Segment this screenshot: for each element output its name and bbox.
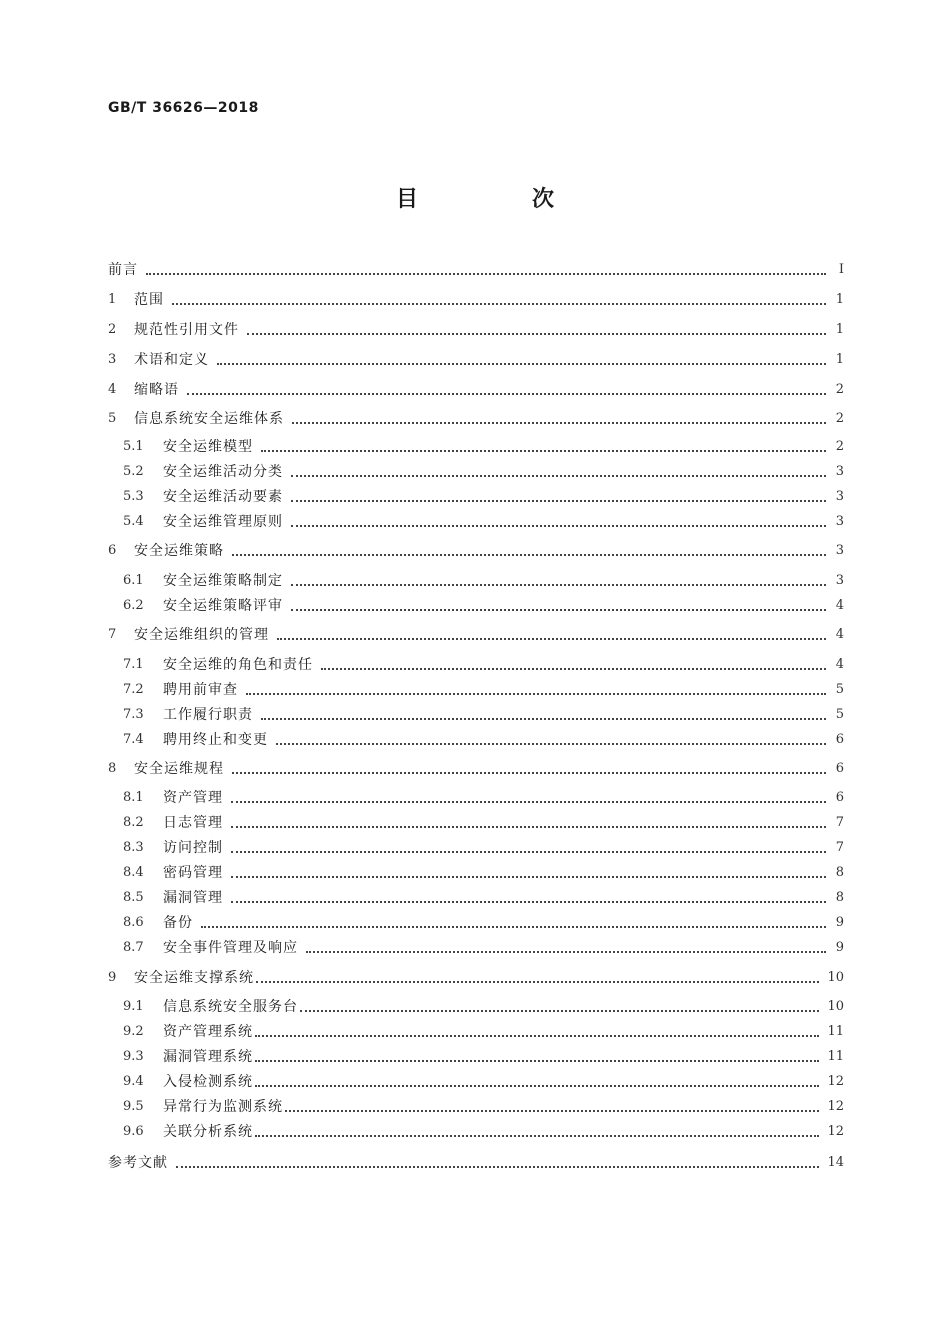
toc-entry-label: 安全运维的角色和责任 xyxy=(163,657,313,673)
dot-leader xyxy=(255,1081,819,1087)
toc-entry-number: 1 xyxy=(108,292,117,307)
page-title: 目 次 xyxy=(395,187,600,212)
toc-entry-number: 5.4 xyxy=(123,514,144,529)
toc-entry-page-number: 10 xyxy=(827,970,844,985)
toc-entry-page-number: 7 xyxy=(835,840,844,855)
toc-entry-label: 关联分析系统 xyxy=(163,1124,253,1140)
toc-entry-page-number: 2 xyxy=(835,411,844,426)
dot-leader xyxy=(255,1056,819,1062)
toc-entry-page-number: 10 xyxy=(827,999,844,1014)
toc-entry[interactable] xyxy=(108,541,844,561)
toc-entry-label: 访问控制 xyxy=(163,840,223,856)
toc-entry[interactable] xyxy=(108,320,844,340)
toc-entry[interactable] xyxy=(108,1122,844,1142)
toc-entry-number: 3 xyxy=(108,352,117,367)
toc-entry-number: 9 xyxy=(108,970,117,985)
toc-entry-label: 信息系统安全服务台 xyxy=(163,999,298,1015)
toc-entry[interactable] xyxy=(108,487,844,507)
toc-entry-label: 安全运维管理原则 xyxy=(163,514,283,530)
toc-entry-page-number: 3 xyxy=(835,543,844,558)
dot-leader xyxy=(321,664,826,670)
toc-entry-number: 8 xyxy=(108,761,117,776)
toc-entry-page-number: 2 xyxy=(835,439,844,454)
dot-leader xyxy=(291,605,826,611)
toc-entry-page-number: 6 xyxy=(835,732,844,747)
toc-entry-page-number: 3 xyxy=(835,514,844,529)
toc-entry-page-number: 3 xyxy=(835,489,844,504)
toc-entry[interactable] xyxy=(108,788,844,808)
toc-entry[interactable] xyxy=(108,625,844,645)
toc-entry-label: 密码管理 xyxy=(163,865,223,881)
toc-entry-label: 入侵检测系统 xyxy=(163,1074,253,1090)
dot-leader xyxy=(255,1131,819,1137)
toc-entry-number: 8.2 xyxy=(123,815,144,830)
toc-entry-page-number: 12 xyxy=(827,1074,844,1089)
toc-entry-number: 5.1 xyxy=(123,439,144,454)
toc-entry[interactable] xyxy=(108,813,844,833)
toc-entry-number: 8.3 xyxy=(123,840,144,855)
toc-entry[interactable] xyxy=(108,462,844,482)
toc-entry-label: 安全运维支撑系统 xyxy=(134,970,254,986)
toc-entry-page-number: 4 xyxy=(835,657,844,672)
toc-entry-number: 9.5 xyxy=(123,1099,144,1114)
toc-entry-number: 9.2 xyxy=(123,1024,144,1039)
toc-entry-page-number: 12 xyxy=(827,1099,844,1114)
toc-entry-page-number: 8 xyxy=(835,890,844,905)
dot-leader xyxy=(292,418,826,424)
toc-entry-number: 5.3 xyxy=(123,489,144,504)
toc-entry-number: 9.3 xyxy=(123,1049,144,1064)
dot-leader xyxy=(285,1106,819,1112)
toc-entry-page-number: 5 xyxy=(835,682,844,697)
toc-entry-page-number: 9 xyxy=(835,940,844,955)
toc-entry[interactable] xyxy=(108,759,844,779)
toc-entry[interactable] xyxy=(108,596,844,616)
table-of-contents xyxy=(108,0,844,1343)
toc-entry[interactable] xyxy=(108,968,844,988)
dot-leader xyxy=(291,496,826,502)
toc-entry-label: 工作履行职责 xyxy=(163,707,253,723)
dot-leader xyxy=(247,329,826,335)
toc-entry[interactable] xyxy=(108,730,844,750)
dot-leader xyxy=(146,269,826,275)
toc-entry-number: 9.1 xyxy=(123,999,144,1014)
toc-entry-page-number: 1 xyxy=(835,292,844,307)
toc-entry-label: 日志管理 xyxy=(163,815,223,831)
toc-entry[interactable] xyxy=(108,913,844,933)
toc-entry[interactable] xyxy=(108,437,844,457)
toc-entry-number: 8.4 xyxy=(123,865,144,880)
toc-entry-label: 漏洞管理 xyxy=(163,890,223,906)
toc-entry[interactable] xyxy=(108,705,844,725)
toc-entry-label: 聘用前审查 xyxy=(163,682,238,698)
toc-entry-number: 9.6 xyxy=(123,1124,144,1139)
dot-leader xyxy=(255,1031,819,1037)
dot-leader xyxy=(256,977,819,983)
dot-leader xyxy=(231,872,826,878)
dot-leader xyxy=(176,1162,819,1168)
dot-leader xyxy=(291,580,826,586)
toc-entry-number: 6.2 xyxy=(123,598,144,613)
toc-entry[interactable] xyxy=(108,1072,844,1092)
dot-leader xyxy=(276,739,826,745)
toc-entry-label: 缩略语 xyxy=(134,382,179,398)
toc-entry-label: 参考文献 xyxy=(108,1155,168,1171)
toc-entry-number: 2 xyxy=(108,322,117,337)
toc-entry-page-number: 4 xyxy=(835,627,844,642)
toc-entry-label: 信息系统安全运维体系 xyxy=(134,411,284,427)
toc-entry-number: 5.2 xyxy=(123,464,144,479)
toc-entry-label: 规范性引用文件 xyxy=(134,322,239,338)
dot-leader xyxy=(291,471,826,477)
toc-entry-page-number: 12 xyxy=(827,1124,844,1139)
dot-leader xyxy=(232,768,826,774)
toc-entry[interactable] xyxy=(108,1153,844,1173)
toc-entry-label: 安全运维活动分类 xyxy=(163,464,283,480)
toc-entry-page-number: 6 xyxy=(835,790,844,805)
toc-entry[interactable] xyxy=(108,938,844,958)
toc-entry[interactable] xyxy=(108,350,844,370)
toc-entry-label: 范围 xyxy=(134,292,164,308)
dot-leader xyxy=(231,822,826,828)
toc-entry-label: 异常行为监测系统 xyxy=(163,1099,283,1115)
dot-leader xyxy=(172,299,826,305)
toc-entry[interactable] xyxy=(108,380,844,400)
toc-entry-number: 9.4 xyxy=(123,1074,144,1089)
toc-entry-number: 8.5 xyxy=(123,890,144,905)
toc-entry-label: 安全事件管理及响应 xyxy=(163,940,298,956)
dot-leader xyxy=(306,947,826,953)
toc-entry-label: 安全运维组织的管理 xyxy=(134,627,269,643)
toc-entry[interactable] xyxy=(108,1022,844,1042)
toc-entry-page-number: 4 xyxy=(835,598,844,613)
toc-entry-number: 4 xyxy=(108,382,117,397)
toc-entry-page-number: 1 xyxy=(835,352,844,367)
toc-entry[interactable] xyxy=(108,655,844,675)
toc-entry-label: 备份 xyxy=(163,915,193,931)
toc-entry-number: 8.6 xyxy=(123,915,144,930)
toc-entry-page-number: Ⅰ xyxy=(838,262,844,277)
dot-leader xyxy=(231,847,826,853)
dot-leader xyxy=(246,689,826,695)
toc-entry[interactable] xyxy=(108,571,844,591)
toc-entry-number: 7 xyxy=(108,627,117,642)
toc-entry-page-number: 3 xyxy=(835,573,844,588)
toc-entry[interactable] xyxy=(108,1097,844,1117)
toc-entry-page-number: 2 xyxy=(835,382,844,397)
toc-entry-number: 6 xyxy=(108,543,117,558)
toc-entry-page-number: 11 xyxy=(827,1049,844,1064)
toc-entry-label: 安全运维活动要素 xyxy=(163,489,283,505)
toc-entry-label: 安全运维模型 xyxy=(163,439,253,455)
toc-entry-page-number: 14 xyxy=(827,1155,844,1170)
dot-leader xyxy=(261,714,826,720)
toc-entry-label: 前言 xyxy=(108,262,138,278)
toc-entry[interactable] xyxy=(108,512,844,532)
toc-entry-label: 漏洞管理系统 xyxy=(163,1049,253,1065)
toc-entry-number: 8.1 xyxy=(123,790,144,805)
toc-entry-page-number: 9 xyxy=(835,915,844,930)
dot-leader xyxy=(232,550,826,556)
standard-code: GB/T 36626—2018 xyxy=(108,100,259,116)
dot-leader xyxy=(231,797,826,803)
toc-entry[interactable] xyxy=(108,290,844,310)
toc-entry-number: 7.1 xyxy=(123,657,144,672)
toc-entry-label: 聘用终止和变更 xyxy=(163,732,268,748)
toc-entry-label: 安全运维策略评审 xyxy=(163,598,283,614)
dot-leader xyxy=(277,634,826,640)
toc-entry[interactable] xyxy=(108,838,844,858)
toc-entry-page-number: 8 xyxy=(835,865,844,880)
dot-leader xyxy=(217,359,826,365)
toc-entry-label: 资产管理系统 xyxy=(163,1024,253,1040)
toc-entry-number: 5 xyxy=(108,411,117,426)
toc-entry-number: 6.1 xyxy=(123,573,144,588)
toc-entry-number: 7.3 xyxy=(123,707,144,722)
toc-entry-label: 术语和定义 xyxy=(134,352,209,368)
toc-entry-page-number: 1 xyxy=(835,322,844,337)
toc-entry-number: 7.4 xyxy=(123,732,144,747)
dot-leader xyxy=(187,389,826,395)
toc-entry[interactable] xyxy=(108,888,844,908)
toc-entry-page-number: 3 xyxy=(835,464,844,479)
dot-leader xyxy=(291,521,826,527)
dot-leader xyxy=(261,446,826,452)
toc-entry[interactable] xyxy=(108,409,844,429)
dot-leader xyxy=(231,897,826,903)
toc-entry[interactable] xyxy=(108,680,844,700)
dot-leader xyxy=(300,1006,819,1012)
toc-entry-label: 安全运维规程 xyxy=(134,761,224,777)
toc-entry-label: 资产管理 xyxy=(163,790,223,806)
toc-entry-label: 安全运维策略制定 xyxy=(163,573,283,589)
toc-entry-page-number: 5 xyxy=(835,707,844,722)
toc-entry-number: 7.2 xyxy=(123,682,144,697)
toc-entry-page-number: 7 xyxy=(835,815,844,830)
toc-entry[interactable] xyxy=(108,997,844,1017)
toc-entry[interactable] xyxy=(108,260,844,280)
toc-entry-page-number: 6 xyxy=(835,761,844,776)
toc-entry-number: 8.7 xyxy=(123,940,144,955)
toc-entry[interactable] xyxy=(108,863,844,883)
toc-entry-page-number: 11 xyxy=(827,1024,844,1039)
toc-entry-label: 安全运维策略 xyxy=(134,543,224,559)
dot-leader xyxy=(201,922,826,928)
toc-entry[interactable] xyxy=(108,1047,844,1067)
